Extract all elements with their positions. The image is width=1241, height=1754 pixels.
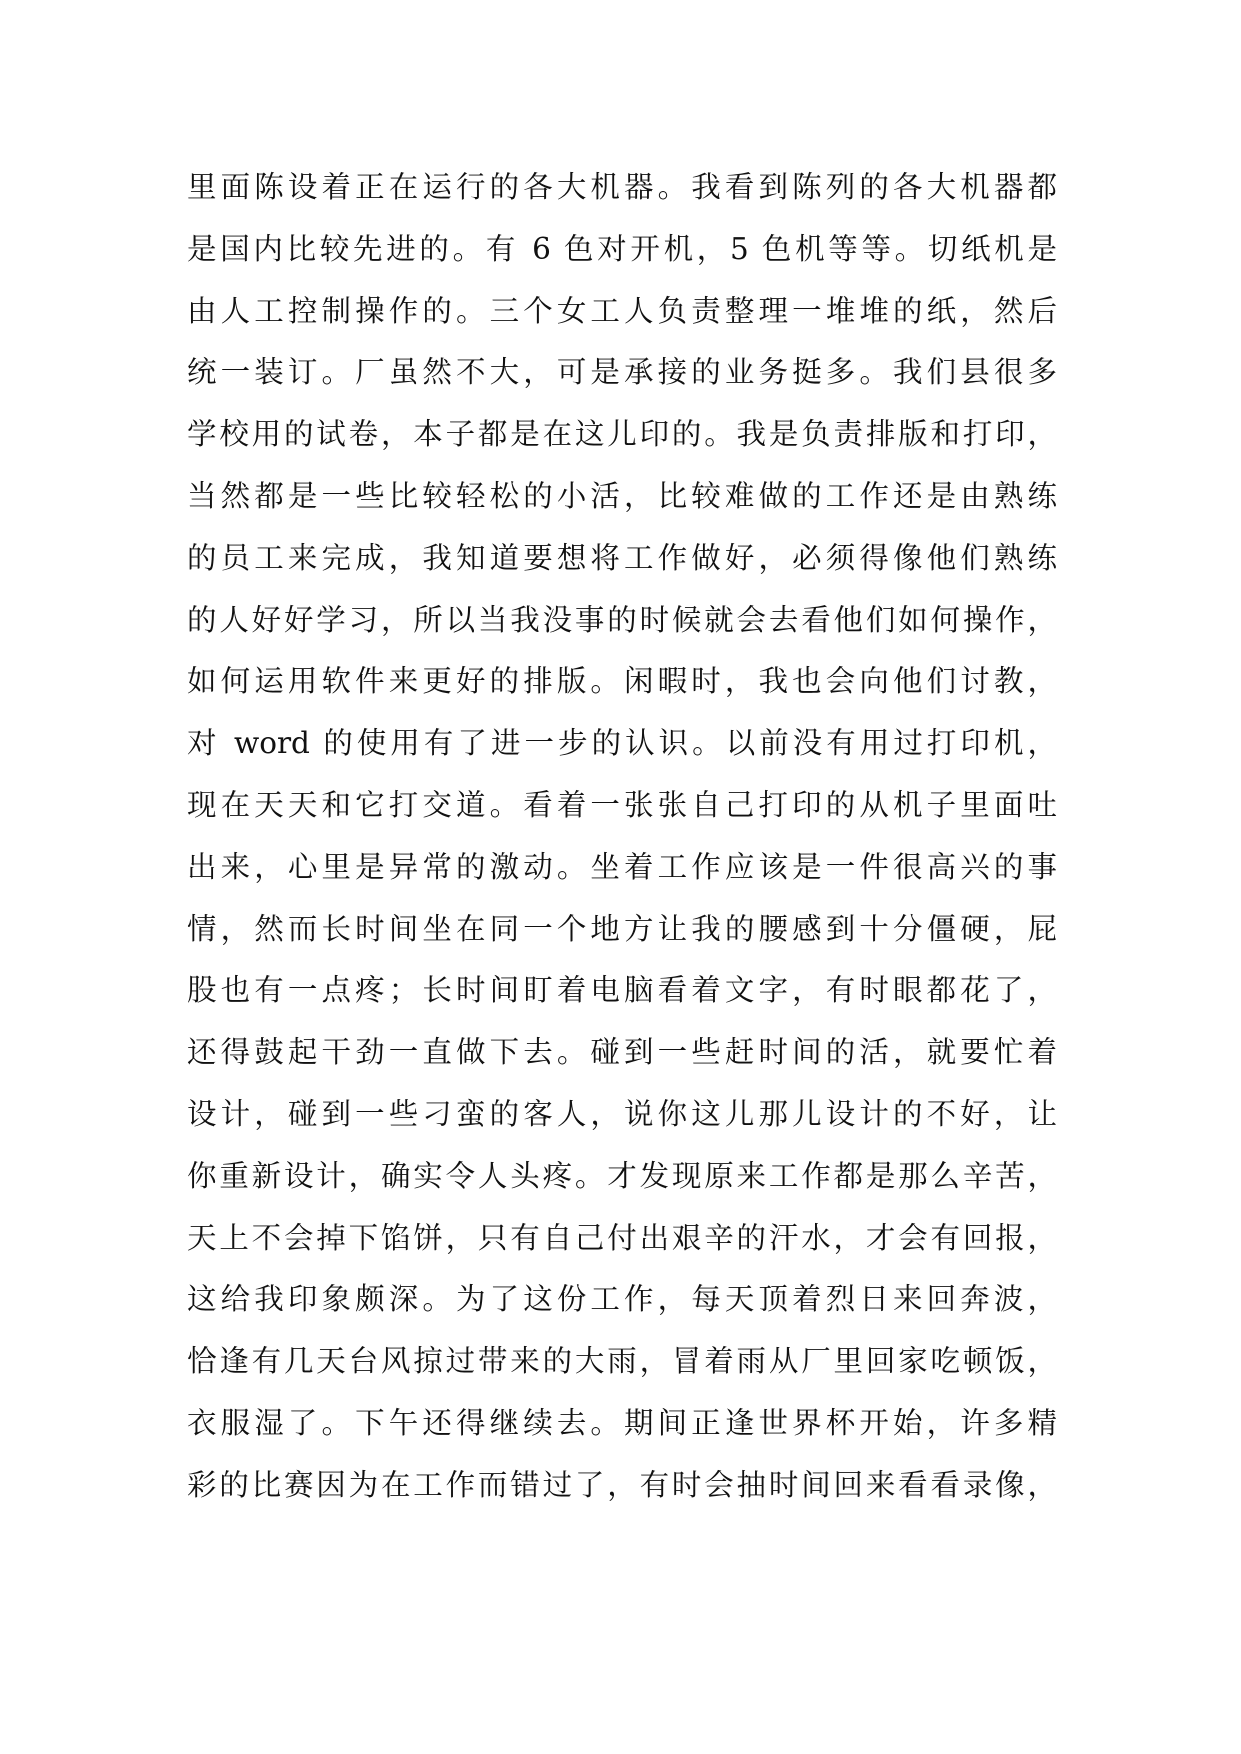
text-line: 还得鼓起干劲一直做下去。碰到一些赶时间的活，就要忙着 <box>187 1035 1057 1070</box>
text-line: 现在天天和它打交道。看着一张张自己打印的从机子里面吐 <box>187 787 1057 822</box>
text-line: 天上不会掉下馅饼，只有自己付出艰辛的汗水，才会有回报， <box>187 1220 1057 1255</box>
text-line: 股也有一点疼；长时间盯着电脑看着文字，有时眼都花了， <box>187 973 1057 1008</box>
text-line: 这给我印象颇深。为了这份工作，每天顶着烈日来回奔波， <box>187 1282 1057 1317</box>
text-line: 如何运用软件来更好的排版。闲暇时，我也会向他们讨教， <box>187 664 1057 699</box>
text-line: 情，然而长时间坐在同一个地方让我的腰感到十分僵硬，屁 <box>187 911 1057 946</box>
text-line: 出来，心里是异常的激动。坐着工作应该是一件很高兴的事 <box>187 849 1057 884</box>
text-line: 对 word 的使用有了进一步的认识。以前没有用过打印机， <box>187 726 1057 761</box>
text-line: 衣服湿了。下午还得继续去。期间正逢世界杯开始，许多精 <box>187 1405 1057 1440</box>
text-line: 的员工来完成，我知道要想将工作做好，必须得像他们熟练 <box>187 540 1057 575</box>
text-line: 由人工控制操作的。三个女工人负责整理一堆堆的纸，然后 <box>187 293 1057 328</box>
text-line: 恰逢有几天台风掠过带来的大雨，冒着雨从厂里回家吃顿饭， <box>187 1344 1057 1379</box>
text-line: 当然都是一些比较轻松的小活，比较难做的工作还是由熟练 <box>187 478 1057 513</box>
text-line: 学校用的试卷，本子都是在这儿印的。我是负责排版和打印， <box>187 417 1057 452</box>
text-line: 里面陈设着正在运行的各大机器。我看到陈列的各大机器都 <box>187 170 1057 204</box>
text-line: 你重新设计，确实令人头疼。才发现原来工作都是那么辛苦， <box>187 1158 1057 1193</box>
body-text <box>187 157 1057 1517</box>
text-line: 统一装订。厂虽然不大，可是承接的业务挺多。我们县很多 <box>187 355 1057 390</box>
text-line: 设计，碰到一些刁蛮的客人，说你这儿那儿设计的不好，让 <box>187 1096 1057 1131</box>
text-line: 彩的比赛因为在工作而错过了，有时会抽时间回来看看录像， <box>187 1467 1057 1502</box>
text-line: 的人好好学习，所以当我没事的时候就会去看他们如何操作， <box>187 602 1057 637</box>
text-line: 是国内比较先进的。有 6 色对开机，5 色机等等。切纸机是 <box>187 231 1057 266</box>
